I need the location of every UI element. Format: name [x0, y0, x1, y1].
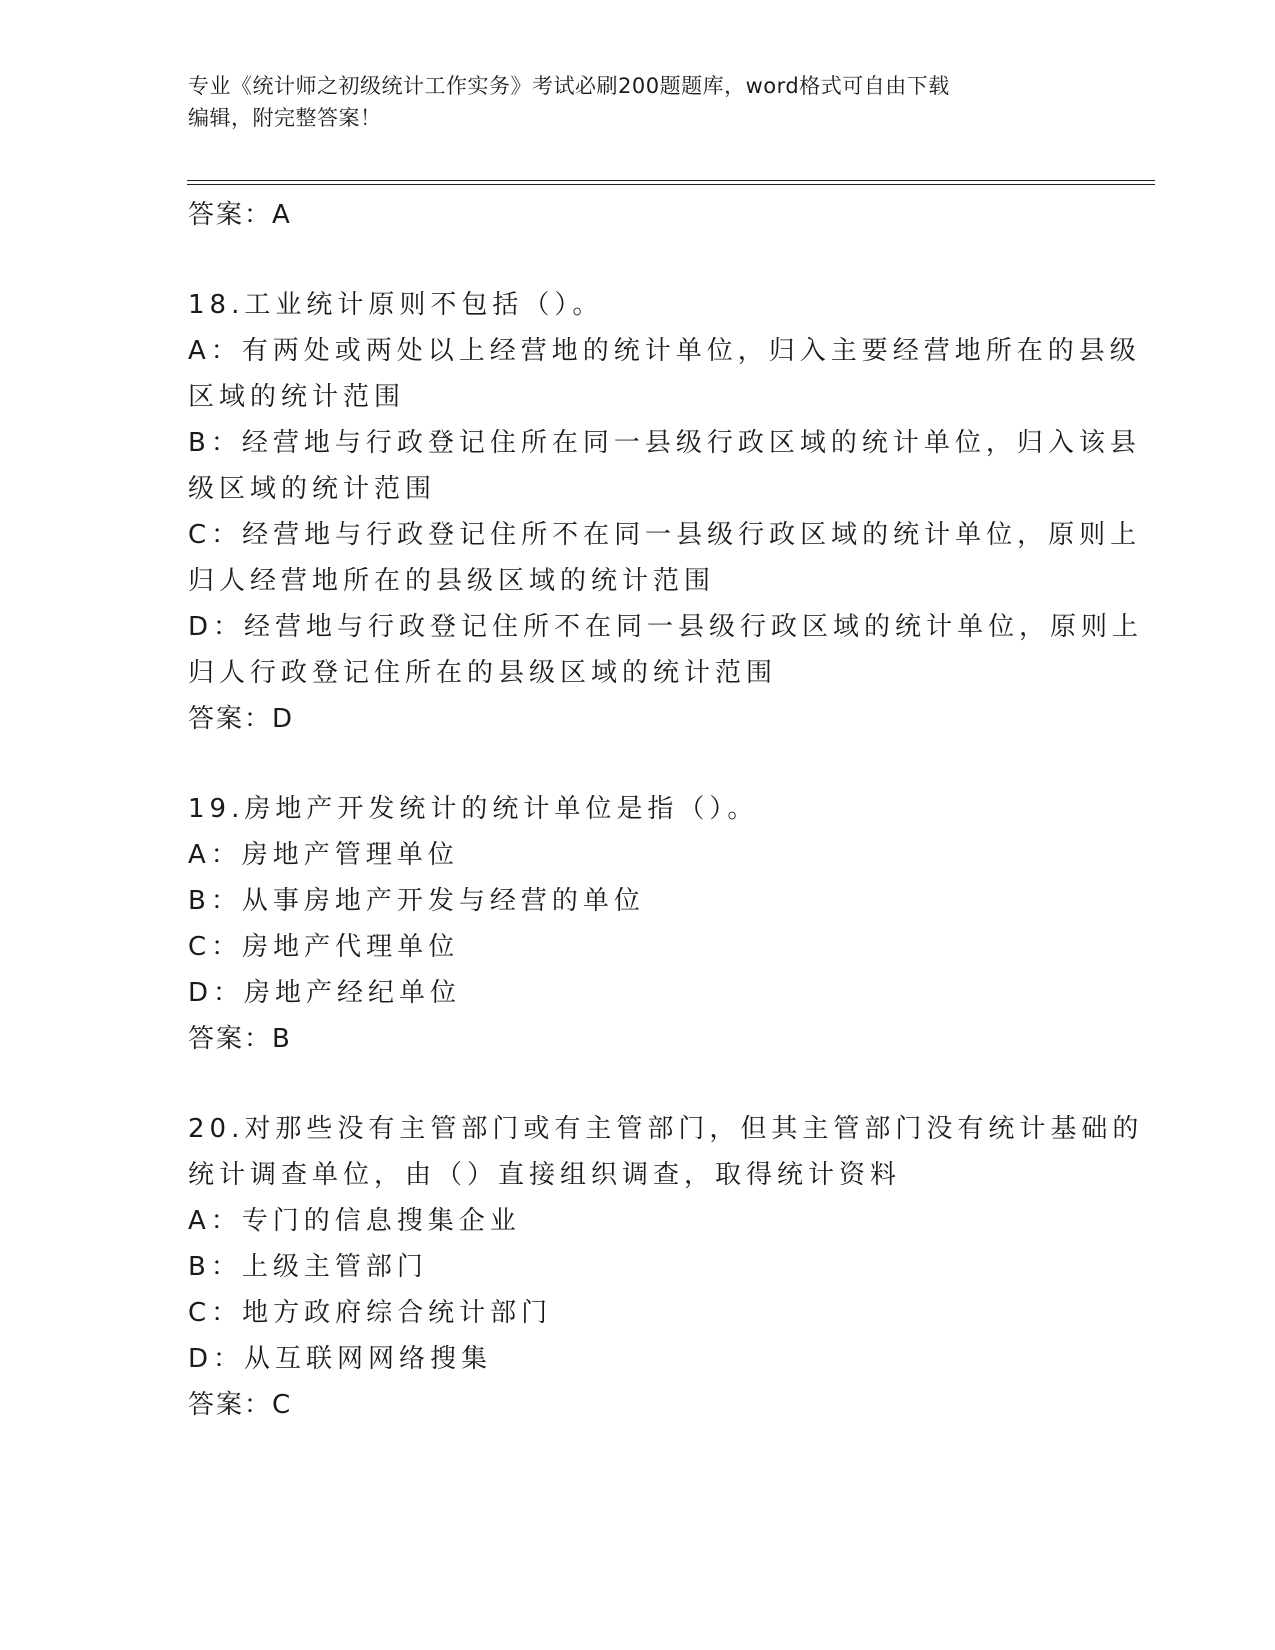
option-c: C：地方政府综合统计部门 [188, 1298, 553, 1328]
option-a: A：房地产管理单位 [188, 840, 459, 870]
option-d: D：经营地与行政登记住所不在同一县级行政区域的统计单位，原则上 [188, 612, 1144, 642]
option-a-cont: 区域的统计范围 [188, 382, 406, 412]
document-body [188, 192, 1144, 1428]
question-stem: 18.工业统计原则不包括（）。 [188, 290, 604, 320]
question-stem: 19.房地产开发统计的统计单位是指（）。 [188, 794, 759, 824]
document-header [188, 70, 1068, 134]
option-b: B：上级主管部门 [188, 1252, 428, 1282]
answer: 答案：D [188, 704, 295, 734]
option-d-cont: 归人行政登记住所在的县级区域的统计范围 [188, 658, 778, 688]
option-d: D：从互联网网络搜集 [188, 1344, 493, 1374]
option-c: C：经营地与行政登记住所不在同一县级行政区域的统计单位，原则上 [188, 520, 1142, 550]
question-stem-cont: 统计调查单位，由（）直接组织调查，取得统计资料 [188, 1160, 902, 1190]
question-stem: 20.对那些没有主管部门或有主管部门，但其主管部门没有统计基础的 [188, 1114, 1144, 1144]
answer: 答案：C [188, 1390, 293, 1420]
prev-answer: 答案：A [188, 200, 292, 230]
option-b-cont: 级区域的统计范围 [188, 474, 437, 504]
option-b: B：经营地与行政登记住所在同一县级行政区域的统计单位，归入该县 [188, 428, 1141, 458]
option-c-cont: 归人经营地所在的县级区域的统计范围 [188, 566, 716, 596]
option-d: D：房地产经纪单位 [188, 978, 462, 1008]
answer: 答案：B [188, 1024, 292, 1054]
question-19 [188, 786, 1088, 1062]
header-rule-bottom [187, 184, 1155, 185]
spacer [188, 1062, 1088, 1106]
option-c: C：房地产代理单位 [188, 932, 460, 962]
header-line-1: 专业《统计师之初级统计工作实务》考试必刷200题题库，word格式可自由下载 [188, 74, 950, 98]
question-20 [188, 1106, 1144, 1428]
spacer [188, 238, 1088, 282]
header-rule-top [187, 180, 1155, 181]
option-a: A：有两处或两处以上经营地的统计单位，归入主要经营地所在的县级 [188, 336, 1141, 366]
header-line-2: 编辑，附完整答案！ [188, 106, 382, 130]
option-a: A：专门的信息搜集企业 [188, 1206, 521, 1236]
question-18 [188, 282, 1144, 742]
option-b: B：从事房地产开发与经营的单位 [188, 886, 645, 916]
spacer [188, 742, 1088, 786]
